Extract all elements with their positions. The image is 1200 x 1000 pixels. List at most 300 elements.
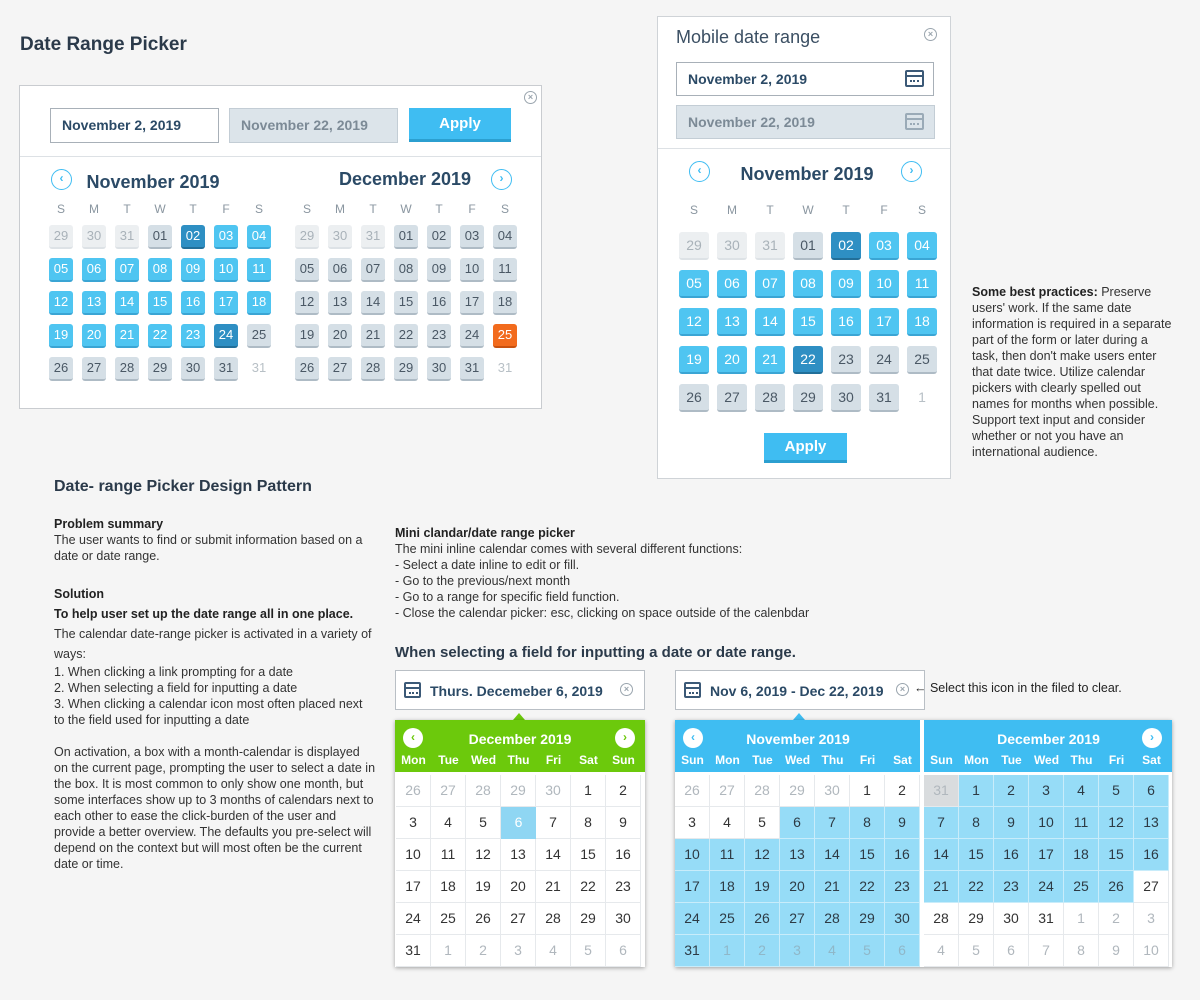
next-month-icon[interactable]: › — [615, 728, 635, 748]
weekday-label: T — [123, 202, 131, 216]
day-cell[interactable]: 06 — [717, 270, 747, 298]
day-cell[interactable]: 04 — [493, 225, 517, 249]
day-cell[interactable]: 01 — [793, 232, 823, 260]
clear-icon[interactable]: × — [620, 683, 633, 696]
day-cell[interactable]: 29 — [295, 225, 319, 249]
day-cell[interactable]: 29 — [501, 775, 536, 807]
day-cell[interactable]: 29 — [850, 903, 885, 935]
day-cell[interactable]: 22 — [571, 871, 606, 903]
day-cell[interactable]: 02 — [427, 225, 451, 249]
day-cell[interactable]: 3 — [675, 807, 710, 839]
day-cell[interactable]: 12 — [295, 291, 319, 315]
day-cell[interactable]: 9 — [994, 807, 1029, 839]
day-cell[interactable]: 22 — [394, 324, 418, 348]
weekday-label: T — [842, 203, 850, 217]
day-cell[interactable]: 28 — [536, 903, 571, 935]
day-cell[interactable]: 04 — [907, 232, 937, 260]
day-cell[interactable]: 16 — [606, 839, 641, 871]
day-cell[interactable]: 25 — [247, 324, 271, 348]
day-cell[interactable]: 22 — [850, 871, 885, 903]
day-cell[interactable]: 21 — [536, 871, 571, 903]
day-cell[interactable]: 3 — [1134, 903, 1169, 935]
day-cell[interactable]: 11 — [1064, 807, 1099, 839]
day-cell[interactable]: 20 — [328, 324, 352, 348]
single-calendar-header — [395, 720, 645, 772]
day-cell[interactable]: 28 — [924, 903, 959, 935]
day-cell[interactable]: 28 — [466, 775, 501, 807]
day-cell[interactable]: 31 — [460, 357, 484, 381]
day-cell[interactable]: 19 — [295, 324, 319, 348]
day-cell[interactable]: 28 — [755, 384, 785, 412]
day-cell[interactable]: 11 — [247, 258, 271, 282]
day-cell[interactable]: 7 — [536, 807, 571, 839]
day-cell[interactable]: 11 — [907, 270, 937, 298]
day-cell[interactable]: 17 — [675, 871, 710, 903]
day-cell[interactable]: 15 — [793, 308, 823, 336]
day-cell[interactable]: 05 — [49, 258, 73, 282]
day-cell[interactable]: 29 — [49, 225, 73, 249]
mini-heading: Mini clandar/date range picker — [395, 526, 575, 540]
day-cell[interactable]: 8 — [1064, 935, 1099, 967]
day-cell[interactable]: 12 — [679, 308, 709, 336]
day-cell[interactable]: 14 — [536, 839, 571, 871]
day-cell[interactable]: 2 — [466, 935, 501, 967]
day-cell[interactable]: 5 — [850, 935, 885, 967]
day-cell[interactable]: 03 — [460, 225, 484, 249]
day-cell[interactable]: 13 — [1134, 807, 1169, 839]
day-cell[interactable]: 28 — [745, 775, 780, 807]
weekday-label: Mon — [715, 753, 740, 767]
day-cell[interactable]: 20 — [82, 324, 106, 348]
day-cell[interactable]: 1 — [571, 775, 606, 807]
day-cell[interactable]: 12 — [466, 839, 501, 871]
day-cell[interactable]: 23 — [831, 346, 861, 374]
day-cell[interactable]: 11 — [493, 258, 517, 282]
day-cell[interactable]: 19 — [466, 871, 501, 903]
next-month-icon[interactable]: › — [901, 161, 922, 182]
day-cell[interactable]: 8 — [959, 807, 994, 839]
day-cell[interactable]: 10 — [460, 258, 484, 282]
day-cell[interactable]: 08 — [148, 258, 172, 282]
day-cell[interactable]: 28 — [115, 357, 139, 381]
day-cell[interactable]: 4 — [536, 935, 571, 967]
day-cell[interactable]: 18 — [710, 871, 745, 903]
day-cell[interactable]: 1 — [1064, 903, 1099, 935]
day-cell[interactable]: 16 — [885, 839, 920, 871]
day-cell[interactable]: 29 — [394, 357, 418, 381]
mobile-apply-button[interactable]: Apply — [764, 433, 847, 463]
weekday-label: M — [89, 202, 99, 216]
divider — [20, 156, 541, 157]
day-cell[interactable]: 14 — [815, 839, 850, 871]
day-cell[interactable]: 5 — [571, 935, 606, 967]
day-cell[interactable]: 11 — [431, 839, 466, 871]
day-cell[interactable]: 02 — [831, 232, 861, 260]
day-cell[interactable]: 16 — [427, 291, 451, 315]
day-cell[interactable]: 9 — [885, 807, 920, 839]
day-cell[interactable]: 10 — [396, 839, 431, 871]
day-cell[interactable]: 07 — [755, 270, 785, 298]
mini-item: - Go to a range for specific field function. — [395, 590, 620, 604]
day-cell[interactable]: 01 — [148, 225, 172, 249]
day-cell[interactable]: 16 — [1134, 839, 1169, 871]
day-cell[interactable]: 31 — [755, 232, 785, 260]
day-cell[interactable]: 10 — [675, 839, 710, 871]
day-cell[interactable]: 31 — [396, 935, 431, 967]
day-cell[interactable]: 30 — [815, 775, 850, 807]
day-cell[interactable]: 17 — [1029, 839, 1064, 871]
day-cell[interactable]: 2 — [1099, 903, 1134, 935]
day-cell[interactable]: 13 — [82, 291, 106, 315]
day-cell[interactable]: 18 — [493, 291, 517, 315]
day-cell[interactable]: 26 — [745, 903, 780, 935]
day-cell[interactable]: 13 — [780, 839, 815, 871]
mini-item: - Select a date inline to edit or fill. — [395, 558, 580, 572]
weekday-label: W — [400, 202, 412, 216]
day-cell[interactable]: 06 — [328, 258, 352, 282]
calendar-icon[interactable] — [905, 113, 924, 130]
day-cell[interactable]: 29 — [959, 903, 994, 935]
day-cell[interactable]: 24 — [460, 324, 484, 348]
weekday-label: Sat — [893, 753, 912, 767]
day-cell[interactable]: 05 — [679, 270, 709, 298]
weekday-label: Thu — [507, 753, 530, 767]
day-cell[interactable]: 31 — [675, 935, 710, 967]
weekday-label: W — [802, 203, 814, 217]
day-cell[interactable]: 08 — [793, 270, 823, 298]
day-cell[interactable]: 2 — [606, 775, 641, 807]
day-cell[interactable]: 30 — [717, 232, 747, 260]
day-cell[interactable]: 23 — [606, 871, 641, 903]
day-cell[interactable]: 27 — [1134, 871, 1169, 903]
day-cell[interactable]: 09 — [427, 258, 451, 282]
day-cell[interactable]: 15 — [571, 839, 606, 871]
day-cell[interactable]: 27 — [328, 357, 352, 381]
single-date-field[interactable] — [395, 670, 645, 710]
day-cell[interactable]: 29 — [793, 384, 823, 412]
day-cell[interactable]: 24 — [1029, 871, 1064, 903]
weekday-label: Wed — [470, 753, 497, 767]
day-cell[interactable]: 30 — [181, 357, 205, 381]
day-cell[interactable]: 13 — [717, 308, 747, 336]
day-cell[interactable]: 16 — [181, 291, 205, 315]
close-icon[interactable]: × — [924, 28, 937, 41]
weekday-label: Sun — [612, 753, 635, 767]
day-cell[interactable]: 23 — [181, 324, 205, 348]
day-cell[interactable]: 07 — [361, 258, 385, 282]
day-cell[interactable]: 15 — [959, 839, 994, 871]
day-cell[interactable]: 19 — [49, 324, 73, 348]
day-cell[interactable]: 30 — [427, 357, 451, 381]
day-cell[interactable]: 21 — [815, 871, 850, 903]
day-cell[interactable]: 6 — [994, 935, 1029, 967]
day-cell[interactable]: 16 — [994, 839, 1029, 871]
day-cell[interactable]: 1 — [431, 935, 466, 967]
calendar-icon[interactable] — [684, 682, 701, 698]
day-cell[interactable]: 4 — [815, 935, 850, 967]
end-date-field[interactable]: November 22, 2019 — [229, 108, 398, 143]
weekday-label: Sat — [579, 753, 598, 767]
day-cell[interactable]: 10 — [214, 258, 238, 282]
mini-item: - Close the calendar picker: esc, clicking on space outside of the calenbdar — [395, 606, 810, 620]
day-cell[interactable]: 25 — [431, 903, 466, 935]
day-cell[interactable]: 24 — [396, 903, 431, 935]
range-calendar — [675, 720, 1172, 967]
day-cell[interactable]: 9 — [1099, 935, 1134, 967]
day-cell[interactable]: 7 — [924, 807, 959, 839]
calendar-icon[interactable] — [404, 682, 421, 698]
day-cell[interactable]: 05 — [295, 258, 319, 282]
day-cell[interactable]: 6 — [885, 935, 920, 967]
day-cell[interactable]: 5 — [745, 807, 780, 839]
day-cell[interactable]: 28 — [815, 903, 850, 935]
day-cell[interactable]: 31 — [361, 225, 385, 249]
day-cell[interactable]: 2 — [885, 775, 920, 807]
day-cell[interactable]: 26 — [1099, 871, 1134, 903]
day-cell[interactable]: 25 — [1064, 871, 1099, 903]
weekday-label: Tue — [1001, 753, 1022, 767]
day-cell[interactable]: 26 — [675, 775, 710, 807]
day-cell[interactable]: 18 — [1064, 839, 1099, 871]
day-cell[interactable]: 29 — [679, 232, 709, 260]
day-cell[interactable]: 10 — [1029, 807, 1064, 839]
weekday-label: T — [766, 203, 774, 217]
day-cell[interactable]: 21 — [755, 346, 785, 374]
day-cell[interactable]: 17 — [460, 291, 484, 315]
day-cell[interactable]: 07 — [115, 258, 139, 282]
day-cell[interactable]: 12 — [1099, 807, 1134, 839]
day-cell[interactable]: 01 — [394, 225, 418, 249]
day-cell[interactable]: 6 — [780, 807, 815, 839]
day-cell[interactable]: 5 — [959, 935, 994, 967]
clear-note: ← Select this icon in the filed to clear. — [914, 681, 1122, 695]
clear-icon[interactable]: × — [896, 683, 909, 696]
best-practices-body: Preserve users' work. If the same date information is required in a separate part of the form or later during a task, then don't make users enter that date twice. Utilize calendar pickers with clearly spelled out names for months when possible. Support text input and consider whether or not you have an international audience. — [972, 285, 1172, 459]
pattern-title: Date- range Picker Design Pattern — [54, 478, 312, 495]
popover-pointer — [793, 713, 805, 720]
day-cell[interactable]: 30 — [536, 775, 571, 807]
day-cell[interactable]: 1 — [850, 775, 885, 807]
day-cell[interactable]: 22 — [793, 346, 823, 374]
day-cell[interactable]: 23 — [994, 871, 1029, 903]
close-icon[interactable]: × — [524, 91, 537, 104]
weekday-label: Sun — [930, 753, 953, 767]
day-cell[interactable]: 4 — [1064, 775, 1099, 807]
day-cell[interactable]: 31 — [115, 225, 139, 249]
day-cell[interactable]: 8 — [850, 807, 885, 839]
day-cell[interactable]: 17 — [396, 871, 431, 903]
day-cell[interactable]: 31 — [924, 775, 959, 807]
day-cell[interactable]: 14 — [115, 291, 139, 315]
day-cell[interactable]: 16 — [831, 308, 861, 336]
day-cell[interactable]: 17 — [214, 291, 238, 315]
day-cell: 1 — [918, 389, 926, 405]
day-cell[interactable]: 06 — [82, 258, 106, 282]
day-cell[interactable]: 12 — [745, 839, 780, 871]
day-cell[interactable]: 4 — [710, 807, 745, 839]
best-practices-heading: Some best practices: — [972, 285, 1098, 299]
weekday-label: S — [917, 203, 926, 217]
prev-month-icon[interactable]: ‹ — [683, 728, 703, 748]
calendar-icon[interactable] — [905, 70, 924, 87]
solution-heading: Solution — [54, 587, 104, 601]
weekday-label: S — [254, 202, 263, 216]
day-cell[interactable]: 13 — [328, 291, 352, 315]
day-cell[interactable]: 14 — [361, 291, 385, 315]
day-cell[interactable]: 30 — [328, 225, 352, 249]
problem-heading: Problem summary — [54, 517, 164, 531]
weekday-label: T — [435, 202, 443, 216]
day-cell[interactable]: 15 — [148, 291, 172, 315]
best-practices-note — [972, 284, 1177, 460]
day-cell[interactable]: 19 — [679, 346, 709, 374]
apply-button[interactable]: Apply — [409, 108, 511, 142]
next-month-icon[interactable]: › — [1142, 728, 1162, 748]
day-cell[interactable]: 31 — [214, 357, 238, 381]
day-cell[interactable]: 22 — [148, 324, 172, 348]
day-cell[interactable]: 28 — [361, 357, 385, 381]
day-cell[interactable]: 14 — [924, 839, 959, 871]
day-cell[interactable]: 30 — [82, 225, 106, 249]
solution-lead: To help user set up the date range all in one place. — [54, 607, 354, 621]
day-cell[interactable]: 6 — [501, 807, 536, 839]
day-cell[interactable]: 2 — [745, 935, 780, 967]
day-cell[interactable]: 2 — [994, 775, 1029, 807]
day-cell[interactable]: 21 — [115, 324, 139, 348]
day-cell[interactable]: 03 — [214, 225, 238, 249]
day-cell[interactable]: 6 — [606, 935, 641, 967]
day-cell[interactable]: 14 — [755, 308, 785, 336]
day-cell[interactable]: 21 — [924, 871, 959, 903]
day-cell[interactable]: 15 — [1099, 839, 1134, 871]
day-cell[interactable]: 27 — [710, 775, 745, 807]
day-cell[interactable]: 6 — [1134, 775, 1169, 807]
weekday-label: Wed — [784, 753, 811, 767]
day-cell[interactable]: 29 — [571, 903, 606, 935]
day-cell[interactable]: 24 — [675, 903, 710, 935]
day-cell[interactable]: 15 — [850, 839, 885, 871]
prev-month-icon[interactable]: ‹ — [403, 728, 423, 748]
day-cell[interactable]: 25 — [907, 346, 937, 374]
mobile-end-field[interactable] — [676, 105, 935, 139]
day-cell[interactable]: 04 — [247, 225, 271, 249]
weekday-label: Mon — [964, 753, 989, 767]
day-cell[interactable]: 08 — [394, 258, 418, 282]
day-cell[interactable]: 18 — [247, 291, 271, 315]
day-cell[interactable]: 18 — [431, 871, 466, 903]
day-cell[interactable]: 12 — [49, 291, 73, 315]
day-cell[interactable]: 26 — [466, 903, 501, 935]
day-cell[interactable]: 10 — [869, 270, 899, 298]
mini-intro: The mini inline calendar comes with several different functions: — [395, 542, 743, 556]
day-cell[interactable]: 26 — [295, 357, 319, 381]
prev-month-icon[interactable]: ‹ — [689, 161, 710, 182]
day-cell[interactable]: 03 — [869, 232, 899, 260]
day-cell[interactable]: 26 — [49, 357, 73, 381]
next-month-icon[interactable]: › — [491, 169, 512, 190]
day-cell[interactable]: 5 — [466, 807, 501, 839]
day-cell[interactable]: 1 — [710, 935, 745, 967]
day-cell[interactable]: 19 — [745, 871, 780, 903]
day-cell[interactable]: 23 — [885, 871, 920, 903]
problem-text: The user wants to find or submit information based on a date or date range. — [54, 533, 363, 563]
day-cell[interactable]: 30 — [994, 903, 1029, 935]
day-cell[interactable]: 20 — [717, 346, 747, 374]
weekday-label: Wed — [1033, 753, 1060, 767]
mobile-start-field[interactable] — [676, 62, 934, 96]
day-cell[interactable]: 1 — [959, 775, 994, 807]
solution-item: 2. When selecting a field for inputting a date — [54, 681, 298, 695]
day-cell[interactable]: 27 — [780, 903, 815, 935]
divider — [658, 148, 950, 149]
day-cell[interactable]: 4 — [924, 935, 959, 967]
day-cell[interactable]: 23 — [427, 324, 451, 348]
day-cell[interactable]: 3 — [396, 807, 431, 839]
day-cell[interactable]: 15 — [394, 291, 418, 315]
day-cell[interactable]: 30 — [606, 903, 641, 935]
day-cell[interactable]: 17 — [869, 308, 899, 336]
day-cell[interactable]: 9 — [606, 807, 641, 839]
mini-calendar-section — [395, 525, 895, 621]
day-cell: 31 — [251, 360, 267, 375]
mobile-month-title: November 2019 — [740, 164, 874, 184]
activation-text: On activation, a box with a month-calendar is displayed on the current page, prompting the user to select a date in the box. It is most common to only show one month, but some interfaces show up to 3 months of calendars next to each other to ease the click-burden of the user and provide a better overview. The defaults you pre-select will depend on the context but will most often be the current date or time. — [54, 745, 376, 871]
day-cell[interactable]: 11 — [710, 839, 745, 871]
day-cell[interactable]: 7 — [1029, 935, 1064, 967]
day-cell[interactable]: 27 — [82, 357, 106, 381]
day-cell[interactable]: 21 — [361, 324, 385, 348]
day-cell[interactable]: 09 — [831, 270, 861, 298]
day-cell[interactable]: 27 — [431, 775, 466, 807]
day-cell[interactable]: 30 — [885, 903, 920, 935]
day-cell[interactable]: 3 — [1029, 775, 1064, 807]
day-cell[interactable]: 25 — [710, 903, 745, 935]
day-cell[interactable]: 3 — [780, 935, 815, 967]
day-cell[interactable]: 24 — [869, 346, 899, 374]
weekday-label: Fri — [1108, 753, 1125, 767]
day-cell[interactable]: 27 — [501, 903, 536, 935]
day-cell[interactable]: 18 — [907, 308, 937, 336]
day-cell[interactable]: 10 — [1134, 935, 1169, 967]
day-cell[interactable]: 3 — [501, 935, 536, 967]
day-cell[interactable]: 31 — [1029, 903, 1064, 935]
day-cell[interactable]: 27 — [717, 384, 747, 412]
day-cell[interactable]: 02 — [181, 225, 205, 249]
day-cell[interactable]: 20 — [501, 871, 536, 903]
day-cell[interactable]: 09 — [181, 258, 205, 282]
prev-month-icon[interactable]: ‹ — [51, 169, 72, 190]
weekday-label: Tue — [438, 753, 459, 767]
weekday-label: S — [302, 202, 311, 216]
day-cell[interactable]: 29 — [148, 357, 172, 381]
day-cell[interactable]: 29 — [780, 775, 815, 807]
day-cell[interactable]: 26 — [679, 384, 709, 412]
day-cell[interactable]: 24 — [214, 324, 238, 348]
day-cell[interactable]: 13 — [501, 839, 536, 871]
day-cell[interactable]: 5 — [1099, 775, 1134, 807]
day-cell[interactable]: 30 — [831, 384, 861, 412]
start-date-field[interactable]: November 2, 2019 — [50, 108, 219, 143]
day-cell[interactable]: 26 — [396, 775, 431, 807]
day-cell[interactable]: 8 — [571, 807, 606, 839]
day-cell[interactable]: 31 — [869, 384, 899, 412]
range-date-field[interactable] — [675, 670, 925, 710]
day-cell[interactable]: 25 — [493, 324, 517, 348]
day-cell[interactable]: 22 — [959, 871, 994, 903]
day-cell[interactable]: 7 — [815, 807, 850, 839]
day-cell[interactable]: 20 — [780, 871, 815, 903]
day-cell[interactable]: 4 — [431, 807, 466, 839]
